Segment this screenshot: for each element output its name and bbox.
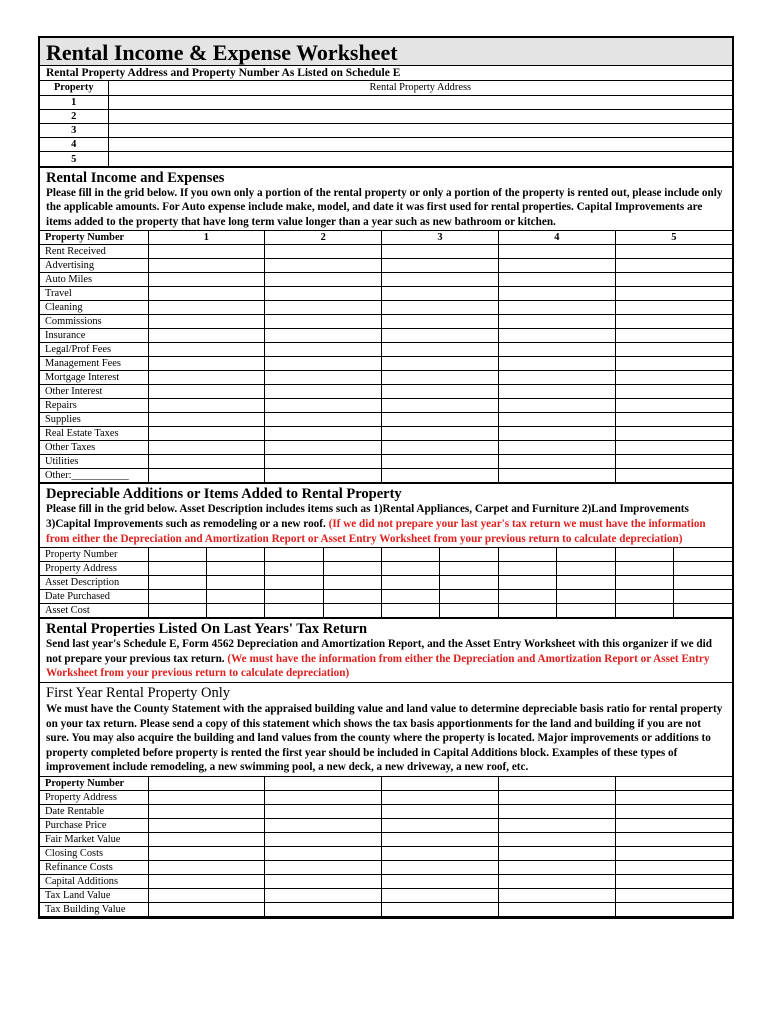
income-row-label: Advertising [40, 259, 148, 273]
income-cell[interactable] [265, 343, 382, 357]
first-year-row [40, 874, 732, 888]
depreciable-cell[interactable] [440, 548, 498, 562]
first-year-cell[interactable] [382, 790, 499, 804]
first-year-cell[interactable] [498, 776, 615, 790]
depreciable-cell[interactable] [498, 548, 556, 562]
income-cell[interactable] [615, 259, 732, 273]
depreciable-row [40, 548, 732, 562]
income-row [40, 455, 732, 469]
first-year-cell[interactable] [265, 790, 382, 804]
income-cell[interactable] [265, 259, 382, 273]
income-row [40, 385, 732, 399]
income-cell[interactable] [148, 245, 265, 259]
income-row [40, 357, 732, 371]
first-year-cell[interactable] [615, 846, 732, 860]
depreciable-row-label: Property Number [40, 548, 148, 562]
first-year-cell[interactable] [265, 874, 382, 888]
income-row [40, 399, 732, 413]
income-cell[interactable] [148, 413, 265, 427]
income-cell[interactable] [265, 371, 382, 385]
income-cell[interactable] [615, 357, 732, 371]
first-year-cell[interactable] [382, 832, 499, 846]
last-year-instructions-text: Send last year's Schedule E, Form 4562 Depreciation and Amortization Report, and the Asset Entry Worksheet with this organizer if we did not prepare your previous tax return. [46, 638, 712, 665]
first-year-cell[interactable] [265, 832, 382, 846]
first-year-cell[interactable] [382, 846, 499, 860]
income-cell[interactable] [265, 245, 382, 259]
depreciable-instructions [40, 502, 732, 547]
income-cell[interactable] [148, 469, 265, 483]
income-cell[interactable] [148, 329, 265, 343]
income-col-2: 2 [265, 231, 382, 245]
income-cell[interactable] [382, 385, 499, 399]
depreciable-cell[interactable] [615, 576, 673, 590]
first-year-row-label: Refinance Costs [40, 860, 148, 874]
address-row [40, 152, 732, 166]
income-cell[interactable] [498, 287, 615, 301]
address-row [40, 109, 732, 123]
depreciable-cell[interactable] [206, 604, 264, 618]
depreciable-cell[interactable] [382, 590, 440, 604]
income-row [40, 413, 732, 427]
income-cell[interactable] [382, 301, 499, 315]
first-year-row-label: Closing Costs [40, 846, 148, 860]
first-year-cell[interactable] [265, 818, 382, 832]
depreciable-cell[interactable] [674, 604, 732, 618]
income-cell[interactable] [382, 413, 499, 427]
depreciable-cell[interactable] [323, 576, 381, 590]
income-col-1: 1 [148, 231, 265, 245]
address-input[interactable] [108, 152, 732, 166]
income-row-label: Travel [40, 287, 148, 301]
depreciable-cell[interactable] [148, 590, 206, 604]
first-year-row-label: Fair Market Value [40, 832, 148, 846]
income-cell[interactable] [498, 315, 615, 329]
depreciable-cell[interactable] [557, 590, 615, 604]
first-year-row [40, 818, 732, 832]
worksheet-page [38, 36, 734, 919]
first-year-cell[interactable] [382, 902, 499, 916]
income-row [40, 273, 732, 287]
income-cell[interactable] [498, 385, 615, 399]
first-year-cell[interactable] [615, 804, 732, 818]
income-row-label: Commissions [40, 315, 148, 329]
address-row [40, 124, 732, 138]
first-year-cell[interactable] [265, 888, 382, 902]
income-header-label: Property Number [40, 231, 148, 245]
depreciable-cell[interactable] [615, 590, 673, 604]
income-row [40, 469, 732, 483]
income-cell[interactable] [265, 469, 382, 483]
depreciable-row-label: Date Purchased [40, 590, 148, 604]
income-col-5: 5 [615, 231, 732, 245]
first-year-row [40, 860, 732, 874]
income-row-label: Auto Miles [40, 273, 148, 287]
first-year-cell[interactable] [265, 902, 382, 916]
first-year-cell[interactable] [265, 860, 382, 874]
address-row-number: 2 [40, 109, 108, 123]
first-year-cell[interactable] [615, 776, 732, 790]
income-cell[interactable] [498, 455, 615, 469]
first-year-cell[interactable] [498, 860, 615, 874]
first-year-cell[interactable] [498, 818, 615, 832]
income-cell[interactable] [382, 259, 499, 273]
depreciable-cell[interactable] [440, 576, 498, 590]
income-row-label: Insurance [40, 329, 148, 343]
depreciable-cell[interactable] [323, 590, 381, 604]
income-row-label: Cleaning [40, 301, 148, 315]
income-cell[interactable] [265, 301, 382, 315]
income-row [40, 371, 732, 385]
depreciable-cell[interactable] [265, 562, 323, 576]
income-cell[interactable] [265, 441, 382, 455]
address-row [40, 138, 732, 152]
income-cell[interactable] [148, 399, 265, 413]
depreciable-cell[interactable] [498, 604, 556, 618]
address-row-number: 1 [40, 95, 108, 109]
depreciable-cell[interactable] [557, 562, 615, 576]
income-cell[interactable] [615, 427, 732, 441]
income-cell[interactable] [265, 413, 382, 427]
income-cell[interactable] [498, 301, 615, 315]
depreciable-cell[interactable] [206, 562, 264, 576]
first-year-row-label: Tax Building Value [40, 902, 148, 916]
first-year-row [40, 888, 732, 902]
depreciable-cell[interactable] [382, 604, 440, 618]
income-cell[interactable] [265, 315, 382, 329]
depreciable-cell[interactable] [265, 604, 323, 618]
income-cell[interactable] [148, 357, 265, 371]
depreciable-table [40, 547, 732, 618]
address-col-property: Property [40, 81, 108, 95]
income-cell[interactable] [382, 315, 499, 329]
first-year-cell[interactable] [148, 790, 265, 804]
depreciable-cell[interactable] [148, 576, 206, 590]
income-cell[interactable] [615, 301, 732, 315]
first-year-row-label: Date Rentable [40, 804, 148, 818]
income-row [40, 343, 732, 357]
first-year-cell[interactable] [265, 804, 382, 818]
first-year-cell[interactable] [148, 860, 265, 874]
first-year-cell[interactable] [615, 874, 732, 888]
depreciable-row [40, 604, 732, 618]
income-cell[interactable] [382, 343, 499, 357]
first-year-cell[interactable] [148, 776, 265, 790]
income-table [40, 230, 732, 483]
first-year-cell[interactable] [148, 874, 265, 888]
first-year-header-label: Property Number [40, 776, 148, 790]
income-cell[interactable] [148, 385, 265, 399]
first-year-table [40, 776, 732, 917]
first-year-cell[interactable] [382, 818, 499, 832]
first-year-heading: First Year Rental Property Only [46, 684, 231, 701]
income-row-label: Other Taxes [40, 441, 148, 455]
income-cell[interactable] [498, 371, 615, 385]
income-cell[interactable] [615, 441, 732, 455]
income-row-label: Mortgage Interest [40, 371, 148, 385]
income-cell[interactable] [615, 343, 732, 357]
income-cell[interactable] [615, 371, 732, 385]
address-table [40, 81, 732, 167]
income-cell[interactable] [615, 287, 732, 301]
first-year-cell[interactable] [615, 888, 732, 902]
income-heading: Rental Income and Expenses [40, 167, 732, 186]
income-cell[interactable] [382, 357, 499, 371]
income-cell[interactable] [265, 427, 382, 441]
income-row [40, 427, 732, 441]
income-cell[interactable] [382, 455, 499, 469]
income-cell[interactable] [148, 441, 265, 455]
income-cell[interactable] [615, 315, 732, 329]
page-title: Rental Income & Expense Worksheet [40, 38, 732, 66]
first-year-cell[interactable] [615, 832, 732, 846]
first-year-cell[interactable] [148, 804, 265, 818]
income-rows [40, 245, 732, 483]
income-cell[interactable] [498, 259, 615, 273]
first-year-row-label: Capital Additions [40, 874, 148, 888]
depreciable-cell[interactable] [148, 548, 206, 562]
address-input[interactable] [108, 95, 732, 109]
income-cell[interactable] [498, 357, 615, 371]
income-col-3: 3 [382, 231, 499, 245]
depreciable-row-label: Asset Description [40, 576, 148, 590]
depreciable-row-label: Property Address [40, 562, 148, 576]
first-year-cell[interactable] [498, 846, 615, 860]
income-row-label: Repairs [40, 399, 148, 413]
first-year-cell[interactable] [148, 832, 265, 846]
depreciable-cell[interactable] [148, 562, 206, 576]
income-cell[interactable] [265, 329, 382, 343]
first-year-row [40, 790, 732, 804]
first-year-cell[interactable] [382, 804, 499, 818]
income-row [40, 287, 732, 301]
income-cell[interactable] [148, 315, 265, 329]
last-year-instructions [40, 637, 732, 683]
depreciable-cell[interactable] [265, 548, 323, 562]
income-cell[interactable] [615, 469, 732, 483]
depreciable-cell[interactable] [206, 548, 264, 562]
depreciable-cell[interactable] [674, 562, 732, 576]
income-row [40, 315, 732, 329]
depreciable-row [40, 576, 732, 590]
income-cell[interactable] [615, 399, 732, 413]
income-row-label: Other:___________ [40, 469, 148, 483]
depreciable-cell[interactable] [382, 562, 440, 576]
income-cell[interactable] [615, 455, 732, 469]
depreciable-cell[interactable] [498, 576, 556, 590]
first-year-cell[interactable] [382, 874, 499, 888]
first-year-cell[interactable] [382, 860, 499, 874]
income-cell[interactable] [382, 245, 499, 259]
first-year-cell[interactable] [382, 888, 499, 902]
depreciable-cell[interactable] [557, 548, 615, 562]
depreciable-heading: Depreciable Additions or Items Added to Rental Property [40, 483, 732, 502]
depreciable-cell[interactable] [615, 562, 673, 576]
first-year-cell[interactable] [498, 804, 615, 818]
income-row-label: Real Estate Taxes [40, 427, 148, 441]
address-row [40, 95, 732, 109]
first-year-cell[interactable] [265, 846, 382, 860]
income-cell[interactable] [265, 385, 382, 399]
first-year-cell[interactable] [615, 860, 732, 874]
income-cell[interactable] [382, 399, 499, 413]
depreciable-cell[interactable] [382, 576, 440, 590]
income-cell[interactable] [615, 413, 732, 427]
depreciable-cell[interactable] [440, 604, 498, 618]
income-cell[interactable] [265, 273, 382, 287]
first-year-instructions: We must have the County Statement with the appraised building value and land value to determine depreciable basis ratio for rental property on your tax return. Please send a copy of this statement which shows the tax basis apportionments for the land and building if you are not sure. You may also acquire the building and land values from the county where the property is located. Major improvements or additions to property completed before property is rented the first year should be included in Capital Additions block. Examples of these types of improvement include remodeling, a new swimming pool, a new deck, a new driveway, a new roof, etc. [46, 702, 723, 774]
first-year-row [40, 846, 732, 860]
depreciable-cell[interactable] [323, 604, 381, 618]
first-year-cell[interactable] [498, 888, 615, 902]
depreciable-row-label: Asset Cost [40, 604, 148, 618]
income-cell[interactable] [382, 273, 499, 287]
depreciable-cell[interactable] [615, 604, 673, 618]
depreciable-cell[interactable] [265, 590, 323, 604]
income-cell[interactable] [148, 343, 265, 357]
depreciable-instructions-red: (If we did not prepare your last year's tax return we must have the information from either the Depreciation and Amortization Report or Asset Entry Worksheet from your previous return to calculate depreciation) [46, 518, 706, 545]
address-input[interactable] [108, 138, 732, 152]
income-row [40, 301, 732, 315]
income-cell[interactable] [382, 441, 499, 455]
first-year-row [40, 832, 732, 846]
income-row [40, 259, 732, 273]
depreciable-rows [40, 548, 732, 618]
income-cell[interactable] [265, 399, 382, 413]
income-cell[interactable] [615, 385, 732, 399]
income-cell[interactable] [382, 287, 499, 301]
last-year-instructions-red: (We must have the information from either the Depreciation and Amortization Report or Asset Entry Worksheet from your previous return to calculate depreciation) [46, 652, 710, 680]
depreciable-cell[interactable] [323, 562, 381, 576]
income-row [40, 245, 732, 259]
first-year-row [40, 902, 732, 916]
income-row [40, 329, 732, 343]
income-instructions: Please fill in the grid below. If you own only a portion of the rental property or only a portion of the property is rented out, please include only the applicable amounts. For Auto expense include make, model, and date it was first used for rental properties. Capital Improvements are items added to the property that have long term value longer than a year such as new bathroom or kitchen. [46, 186, 723, 228]
depreciable-cell[interactable] [323, 548, 381, 562]
address-input[interactable] [108, 124, 732, 138]
depreciable-cell[interactable] [440, 562, 498, 576]
income-row-label: Other Interest [40, 385, 148, 399]
address-subhead: Rental Property Address and Property Number As Listed on Schedule E [40, 66, 732, 81]
income-cell[interactable] [148, 273, 265, 287]
first-year-row-label: Property Address [40, 790, 148, 804]
income-col-4: 4 [498, 231, 615, 245]
income-cell[interactable] [148, 455, 265, 469]
depreciable-row [40, 562, 732, 576]
income-row-label: Utilities [40, 455, 148, 469]
income-cell[interactable] [498, 413, 615, 427]
first-year-cell[interactable] [148, 846, 265, 860]
first-year-cell[interactable] [498, 902, 615, 916]
income-cell[interactable] [382, 469, 499, 483]
first-year-cell[interactable] [382, 776, 499, 790]
first-year-cell[interactable] [148, 818, 265, 832]
last-year-heading: Rental Properties Listed On Last Years' Tax Return [40, 618, 732, 637]
income-cell[interactable] [615, 329, 732, 343]
address-input[interactable] [108, 109, 732, 123]
first-year-row-label: Purchase Price [40, 818, 148, 832]
income-cell[interactable] [498, 245, 615, 259]
depreciable-row [40, 590, 732, 604]
depreciable-cell[interactable] [615, 548, 673, 562]
income-cell[interactable] [148, 427, 265, 441]
income-cell[interactable] [498, 343, 615, 357]
income-cell[interactable] [498, 469, 615, 483]
income-row-label: Rent Received [40, 245, 148, 259]
address-row-number: 5 [40, 152, 108, 166]
income-cell[interactable] [148, 259, 265, 273]
income-cell[interactable] [498, 441, 615, 455]
income-cell[interactable] [265, 357, 382, 371]
depreciable-cell[interactable] [674, 590, 732, 604]
depreciable-cell[interactable] [265, 576, 323, 590]
depreciable-cell[interactable] [674, 576, 732, 590]
income-row-label: Management Fees [40, 357, 148, 371]
depreciable-cell[interactable] [382, 548, 440, 562]
income-cell[interactable] [615, 273, 732, 287]
income-cell[interactable] [148, 301, 265, 315]
income-cell[interactable] [265, 287, 382, 301]
income-cell[interactable] [498, 427, 615, 441]
depreciable-cell[interactable] [148, 604, 206, 618]
income-cell[interactable] [148, 371, 265, 385]
income-cell[interactable] [615, 245, 732, 259]
depreciable-cell[interactable] [206, 590, 264, 604]
income-cell[interactable] [382, 371, 499, 385]
first-year-cell[interactable] [148, 902, 265, 916]
depreciable-cell[interactable] [557, 576, 615, 590]
first-year-row [40, 804, 732, 818]
depreciable-cell[interactable] [557, 604, 615, 618]
first-year-cell[interactable] [265, 776, 382, 790]
first-year-rows [40, 790, 732, 916]
first-year-row-label: Tax Land Value [40, 888, 148, 902]
first-year-cell[interactable] [615, 902, 732, 916]
first-year-cell[interactable] [498, 874, 615, 888]
depreciable-cell[interactable] [674, 548, 732, 562]
address-row-number: 4 [40, 138, 108, 152]
income-cell[interactable] [382, 427, 499, 441]
income-row-label: Legal/Prof Fees [40, 343, 148, 357]
income-row [40, 441, 732, 455]
first-year-cell[interactable] [615, 818, 732, 832]
first-year-cell[interactable] [498, 832, 615, 846]
income-cell[interactable] [498, 399, 615, 413]
income-cell[interactable] [498, 329, 615, 343]
income-cell[interactable] [382, 329, 499, 343]
income-cell[interactable] [265, 455, 382, 469]
income-row-label: Supplies [40, 413, 148, 427]
depreciable-cell[interactable] [206, 576, 264, 590]
address-row-number: 3 [40, 124, 108, 138]
first-year-cell[interactable] [148, 888, 265, 902]
address-col-address: Rental Property Address [108, 81, 732, 95]
income-cell[interactable] [498, 273, 615, 287]
depreciable-cell[interactable] [498, 562, 556, 576]
depreciable-cell[interactable] [440, 590, 498, 604]
first-year-cell[interactable] [615, 790, 732, 804]
depreciable-instructions-text: Please fill in the grid below. Asset Description includes items such as 1)Rental Appliances, Carpet and Furniture 2)Land Improvements 3)Capital Improvements such as remodeling or a new roof. [46, 503, 689, 530]
first-year-cell[interactable] [498, 790, 615, 804]
income-cell[interactable] [148, 287, 265, 301]
depreciable-cell[interactable] [498, 590, 556, 604]
